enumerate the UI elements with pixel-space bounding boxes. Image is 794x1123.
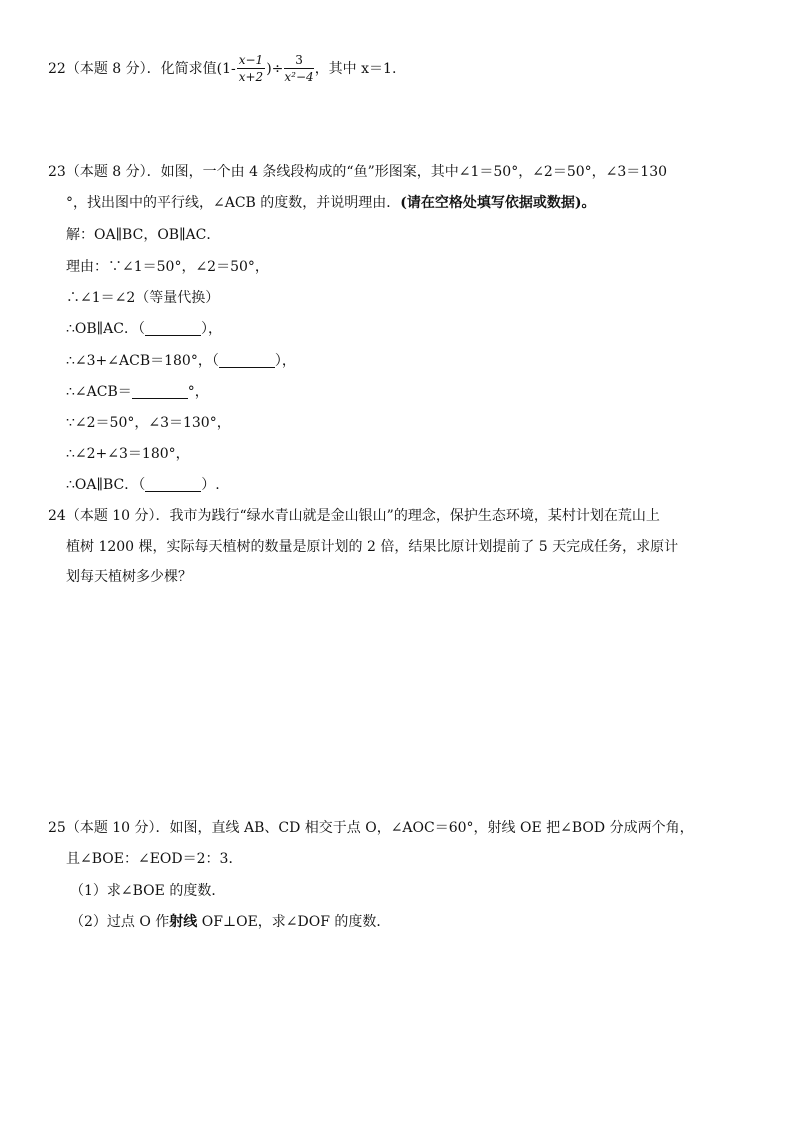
q23-instruction: (请在空格处填写依据或数据)。 (400, 195, 596, 211)
q25-ray-keyword: 射线 (169, 914, 198, 930)
q22-fraction-2 (284, 53, 313, 85)
q23-solution-5-end: ）， (274, 353, 296, 369)
q23-solution-2: 理由：∵∠1＝50°，∠2＝50°， (66, 259, 269, 275)
q23-line-2-text: °，找出图中的平行线，∠ACB 的度数，并说明理由． (66, 195, 401, 211)
blank-reason-2[interactable] (219, 353, 275, 368)
q23-solution-4-end: ）， (200, 321, 222, 337)
blank-reason-3[interactable] (145, 477, 201, 492)
q23-line-1: 23（本题 8 分）．如图，一个由 4 条线段构成的“鱼”形图案，其中∠1＝50°，∠2＝50°，∠3＝130 (48, 164, 668, 180)
q22-frac1-numerator: x−1 (238, 53, 264, 67)
q23-solution-6-text: ∴∠ACB＝ (66, 384, 132, 400)
q22-prefix: 22（本题 8 分）．化简求值 (48, 61, 217, 77)
q24-line-2: 植树 1200 棵，实际每天植树的数量是原计划的 2 倍，结果比原计划提前了 5 天完成任务，求原计 (66, 539, 679, 555)
q23-solution-5 (66, 351, 296, 371)
q23-solution-3: ∴∠1＝∠2（等量代换） (66, 290, 220, 306)
q24-line-3: 划每天植树多少棵？ (66, 569, 192, 585)
q23-solution-9 (66, 475, 220, 495)
q22-fraction-1 (237, 53, 265, 85)
q23-solution-1: 解：OA∥BC，OB∥AC． (66, 227, 221, 243)
q23-solution-8: ∴∠2+∠3＝180°， (66, 446, 190, 462)
q25-part-2-text: （2）过点 O 作 (70, 914, 170, 930)
q23-solution-6 (66, 382, 209, 402)
q23-line-2 (66, 193, 596, 213)
q25-part-2 (70, 912, 390, 932)
blank-reason-1[interactable] (145, 321, 201, 336)
q22-expr-close: )÷ (266, 61, 284, 77)
q23-solution-9-end: ）. (201, 477, 220, 493)
q23-solution-6-end: °， (187, 384, 209, 400)
blank-angle-acb[interactable] (132, 384, 188, 399)
q25-line-1: 25（本题 10 分）．如图，直线 AB、CD 相交于点 O，∠AOC＝60°，射线 OE 把∠BOD 分成两个角， (48, 820, 694, 836)
q22-suffix: ，其中 x＝1. (314, 61, 397, 77)
q23-solution-4-text: ∴OB∥AC．（ (66, 321, 145, 337)
q22-frac1-denominator: x+2 (238, 70, 264, 84)
q23-solution-9-text: ∴OA∥BC．（ (66, 477, 146, 493)
q23-solution-7: ∵∠2＝50°，∠3＝130°， (66, 415, 231, 431)
q25-part-1: （1）求∠BOE 的度数． (70, 883, 226, 899)
q25-line-2: 且∠BOE：∠EOD＝2：3． (66, 851, 243, 867)
q24-line-1: 24（本题 10 分）．我市为践行“绿水青山就是金山银山”的理念，保护生态环境，某村计划在荒山上 (48, 508, 660, 524)
question-22 (48, 52, 396, 86)
q22-frac2-denominator: x²−4 (284, 70, 314, 84)
q22-expr-open: (1- (216, 61, 236, 77)
q23-solution-5-text: ∴∠3+∠ACB＝180°，（ (66, 353, 219, 369)
q25-part-2-end: OF⊥OE，求∠DOF 的度数． (197, 914, 391, 930)
q22-frac2-numerator: 3 (284, 53, 313, 69)
q23-solution-4 (66, 319, 222, 339)
